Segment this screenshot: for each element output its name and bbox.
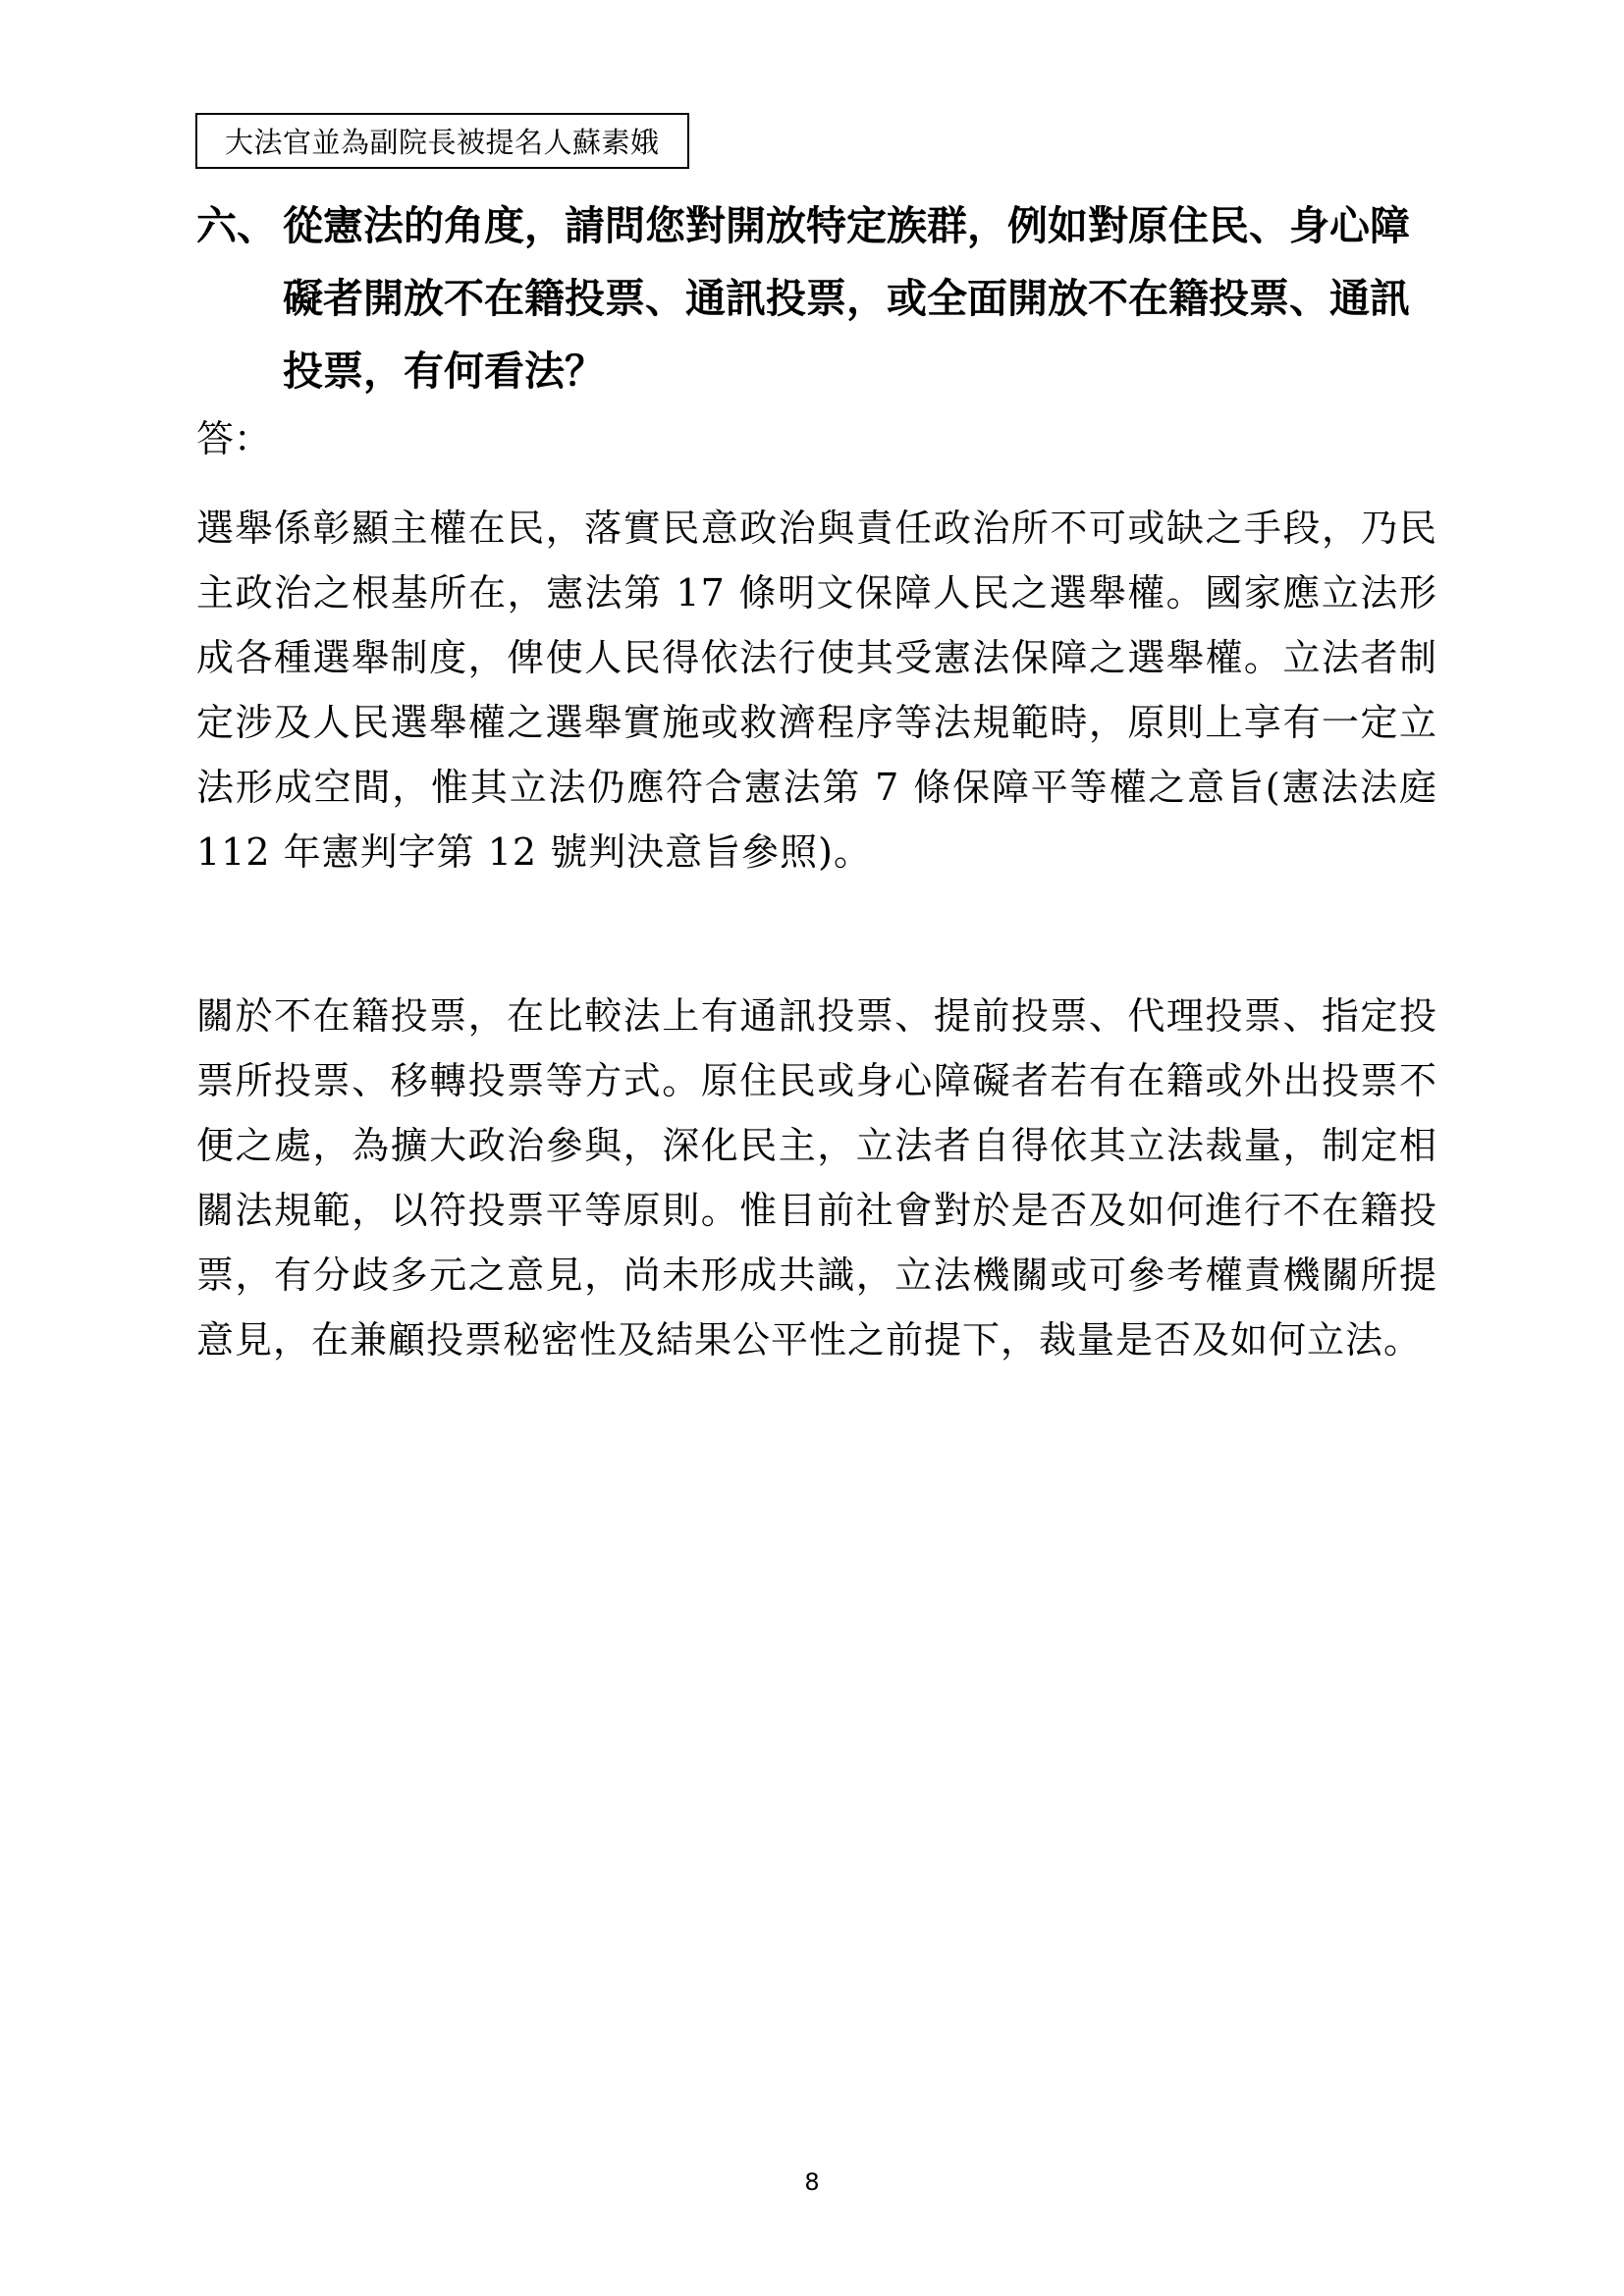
answer-paragraph: 選舉係彰顯主權在民，落實民意政治與責任政治所不可或缺之手段，乃民主政治之根基所在，憲法第 17 條明文保障人民之選舉權。國家應立法形成各種選舉制度，俾使人民得依法行使其受憲法保障之選舉權。立法者制定涉及人民選舉權之選舉實施或救濟程序等法規範時，原則上享有一定立法形成空間，惟其立法仍應符合憲法第 7 條保障平等權之意旨(憲法法庭 112 年憲判字第 12 號判決意旨參照)。 bbox=[196, 507, 1437, 874]
answer-paragraph: 關於不在籍投票，在比較法上有通訊投票、提前投票、代理投票、指定投票所投票、移轉投票等方式。原住民或身心障礙者若有在籍或外出投票不便之處，為擴大政治參與，深化民主，立法者自得依其立法裁量，制定相關法規範，以符投票平等原則。惟目前社會對於是否及如何進行不在籍投票，有分歧多元之意見，尚未形成共識，立法機關或可參考權責機關所提意見，在兼顧投票秘密性及結果公平性之前提下，裁量是否及如何立法。 bbox=[196, 994, 1437, 1362]
answer-label: 答： bbox=[196, 417, 272, 460]
question-block bbox=[196, 189, 1443, 407]
nominee-label: 大法官並為副院長被提名人蘇素娥 bbox=[225, 126, 660, 159]
question-number: 六、 bbox=[196, 202, 277, 249]
nominee-label-box bbox=[195, 113, 689, 169]
page-number: 8 bbox=[804, 2168, 820, 2196]
question-text: 從憲法的角度，請問您對開放特定族群，例如對原住民、身心障礙者開放不在籍投票、通訊投票，或全面開放不在籍投票、通訊投票，有何看法？ bbox=[283, 202, 1410, 395]
